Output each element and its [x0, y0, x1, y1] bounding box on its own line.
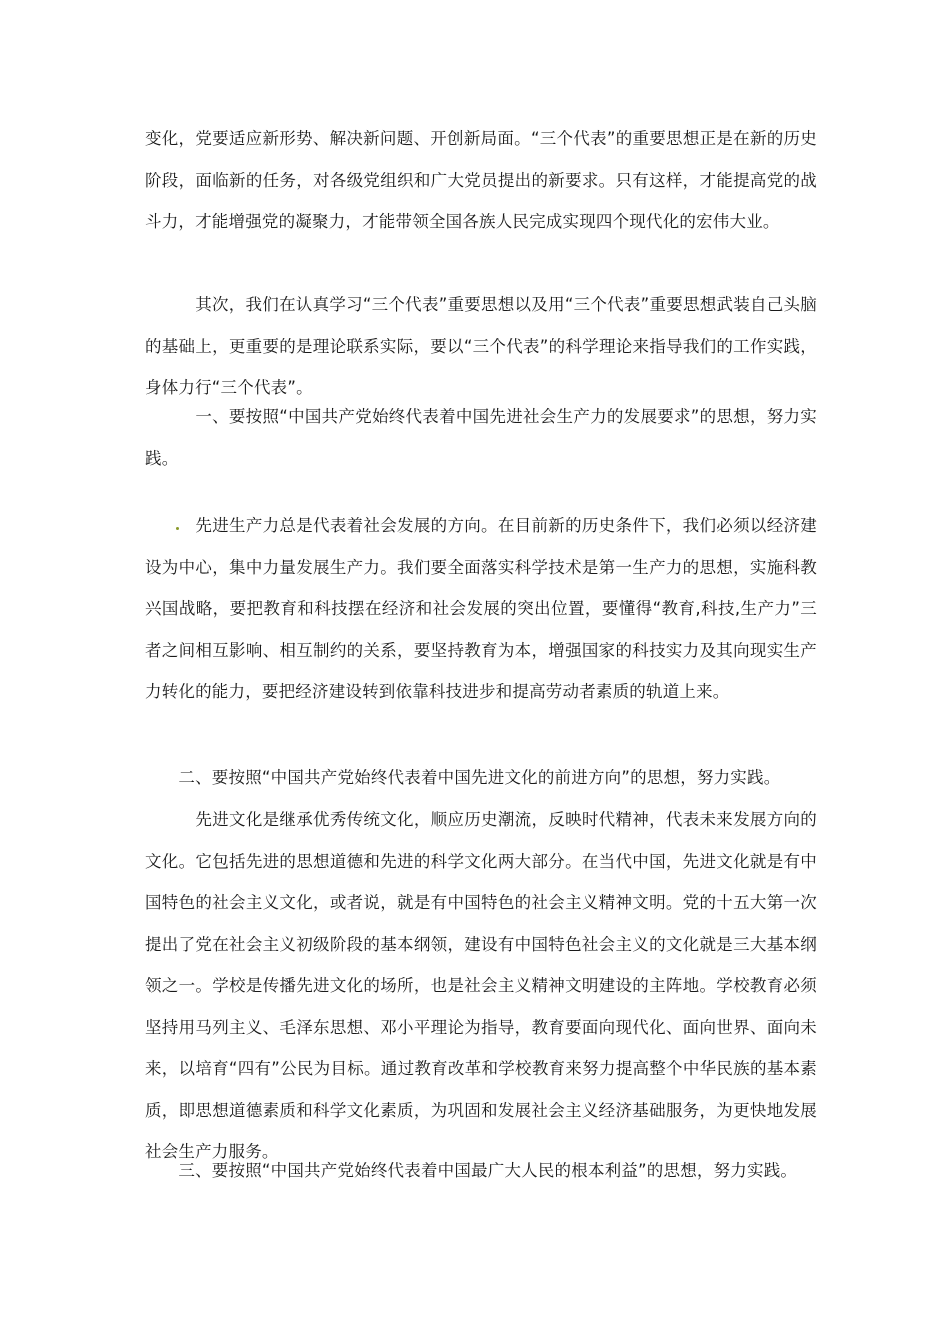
heading-point-three: 三、要按照“中国共产党始终代表着中国最广大人民的根本利益”的思想，努力实践。: [145, 1161, 798, 1180]
paragraph-advanced-culture: 先进文化是继承优秀传统文化，顺应历史潮流，反映时代精神，代表未来发展方向的文化。它包括先进的思想道德和先进的科学文化两大部分。在当代中国，先进文化就是有中国特色的社会主义文化，或者说，就是有中国特色的社会主义精神文明。党的十五大第一次提出了党在社会主义初级阶段的基本纲领，建设有中国特色社会主义的文化就是三大基本纲领之一。学校是传播先进文化的场所，也是社会主义精神文明建设的主阵地。学校教育必须坚持用马列主义、毛泽东思想、邓小平理论为指导，教育要面向现代化、面向世界、面向未来，以培育“四有”公民为目标。通过教育改革和学校教育来努力提高整个中华民族的基本素质，即思想道德素质和科学文化素质，为巩固和发展社会主义经济基础服务，为更快地发展社会生产力服务。: [145, 810, 817, 1161]
heading-point-two: 二、要按照“中国共产党始终代表着中国先进文化的前进方向”的思想，努力实践。: [145, 768, 781, 787]
heading-point-one: 一、要按照“中国共产党始终代表着中国先进社会生产力的发展要求”的思想，努力实践。: [145, 407, 817, 468]
paragraph-productivity: 先进生产力总是代表着社会发展的方向。在目前新的历史条件下，我们必须以经济建设为中心，集中力量发展生产力。我们要全面落实科学技术是第一生产力的思想，实施科教兴国战略，要把教育和科技摆在经济和社会发展的突出位置，要懂得“教育,科技,生产力”三者之间相互影响、相互制约的关系，要坚持教育为本，增强国家的科技实力及其向现实生产力转化的能力，要把经济建设转到依靠科技进步和提高劳动者素质的轨道上来。: [145, 516, 817, 701]
paragraph-secondly: 其次，我们在认真学习“三个代表”重要思想以及用“三个代表”重要思想武装自己头脑的基础上，更重要的是理论联系实际，要以“三个代表”的科学理论来指导我们的工作实践，身体力行“三个代表”。: [145, 295, 817, 397]
paragraph-continuation: 变化，党要适应新形势、解决新问题、开创新局面。“三个代表”的重要思想正是在新的历史阶段，面临新的任务，对各级党组织和广大党员提出的新要求。只有这样，才能提高党的战斗力，才能增强党的凝聚力，才能带领全国各族人民完成实现四个现代化的宏伟大业。: [145, 129, 817, 231]
